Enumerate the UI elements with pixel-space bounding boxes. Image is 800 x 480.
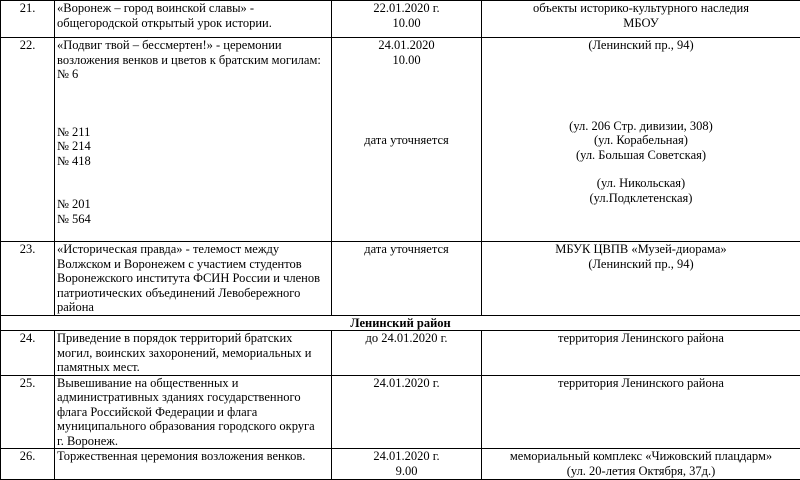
place-line: (ул. 206 Стр. дивизии, 308) (484, 119, 798, 134)
table-row-23 (1, 242, 800, 316)
place-line: (ул. Корабельная) (484, 133, 798, 148)
row-number: 24. (1, 331, 55, 376)
event-line: административных зданиях государственного (57, 390, 329, 405)
place-line: МБОУ (484, 16, 798, 31)
event-line: Торжественная церемония возложения венков. (57, 449, 329, 464)
date-cell (332, 38, 482, 242)
place-line: МБУК ЦВПВ «Музей-диорама» (484, 242, 798, 257)
row-number: 25. (1, 375, 55, 449)
place-cell (482, 242, 800, 316)
event-line: патриотических объединений Левобережного (57, 286, 329, 301)
date-cell (332, 242, 482, 316)
place-line: (Ленинский пр., 94) (484, 38, 798, 53)
row-number: 21. (1, 1, 55, 38)
date-cell (332, 1, 482, 38)
event-cell (55, 242, 332, 316)
place-cell (482, 38, 800, 242)
table-row-21 (1, 1, 800, 38)
grave-number: № 201 (57, 197, 329, 212)
row-number: 22. (1, 38, 55, 242)
section-title: Ленинский район (1, 315, 800, 331)
event-line: памятных мест. (57, 360, 329, 375)
place-line: территория Ленинского района (484, 376, 798, 391)
event-cell (55, 1, 332, 38)
row-number: 23. (1, 242, 55, 316)
event-line: Вывешивание на общественных и (57, 376, 329, 391)
date-line: 22.01.2020 г. (334, 1, 479, 16)
event-line: общегородской открытый урок истории. (57, 16, 329, 31)
event-cell (55, 331, 332, 376)
event-line: г. Воронеж. (57, 434, 329, 449)
place-line: (ул. Большая Советская) (484, 148, 798, 163)
date-tbd: дата уточняется (334, 133, 479, 148)
place-line: мемориальный комплекс «Чижовский плацдарм» (484, 449, 798, 464)
date-cell (332, 449, 482, 480)
date-line: 24.01.2020 (334, 38, 479, 53)
date-line: до 24.01.2020 г. (334, 331, 479, 346)
place-line: территория Ленинского района (484, 331, 798, 346)
place-cell (482, 331, 800, 376)
time-line: 9.00 (334, 464, 479, 479)
section-header-row (1, 315, 800, 331)
grave-number: № 214 (57, 139, 329, 154)
place-line: (ул. Никольская) (484, 176, 798, 191)
event-cell (55, 38, 332, 242)
date-tbd: дата уточняется (334, 242, 479, 257)
event-line: Волжском и Воронежем с участием студентов (57, 257, 329, 272)
date-line: 24.01.2020 г. (334, 376, 479, 391)
table-row-24 (1, 331, 800, 376)
event-line: возложения венков и цветов к братским могилам: (57, 53, 329, 68)
event-line: муниципального образования городского округа (57, 419, 329, 434)
place-cell (482, 1, 800, 38)
place-line: (ул.Подклетенская) (484, 191, 798, 206)
place-line: (ул. 20-летия Октября, 37д.) (484, 464, 798, 479)
grave-number: № 6 (57, 67, 329, 82)
date-line: 24.01.2020 г. (334, 449, 479, 464)
time-line: 10.00 (334, 53, 479, 68)
event-line: Воронежского института ФСИН России и членов (57, 271, 329, 286)
event-line: могил, воинских захоронений, мемориальных и (57, 346, 329, 361)
event-line: «Историческая правда» - телемост между (57, 242, 329, 257)
place-line: объекты историко-культурного наследия (484, 1, 798, 16)
grave-number: № 418 (57, 154, 329, 169)
event-cell (55, 449, 332, 480)
grave-number: № 211 (57, 125, 329, 140)
event-line: «Подвиг твой – бессмертен!» - церемонии (57, 38, 329, 53)
place-line: (Ленинский пр., 94) (484, 257, 798, 272)
event-line: района (57, 300, 329, 315)
row-number: 26. (1, 449, 55, 480)
date-cell (332, 331, 482, 376)
place-cell (482, 375, 800, 449)
table-row-26 (1, 449, 800, 480)
table-row-25 (1, 375, 800, 449)
date-cell (332, 375, 482, 449)
place-cell (482, 449, 800, 480)
event-line: флага Российской Федерации и флага (57, 405, 329, 420)
table-row-22 (1, 38, 800, 242)
event-line: «Воронеж – город воинской славы» - (57, 1, 329, 16)
grave-number: № 564 (57, 212, 329, 227)
time-line: 10.00 (334, 16, 479, 31)
event-line: Приведение в порядок территорий братских (57, 331, 329, 346)
event-cell (55, 375, 332, 449)
